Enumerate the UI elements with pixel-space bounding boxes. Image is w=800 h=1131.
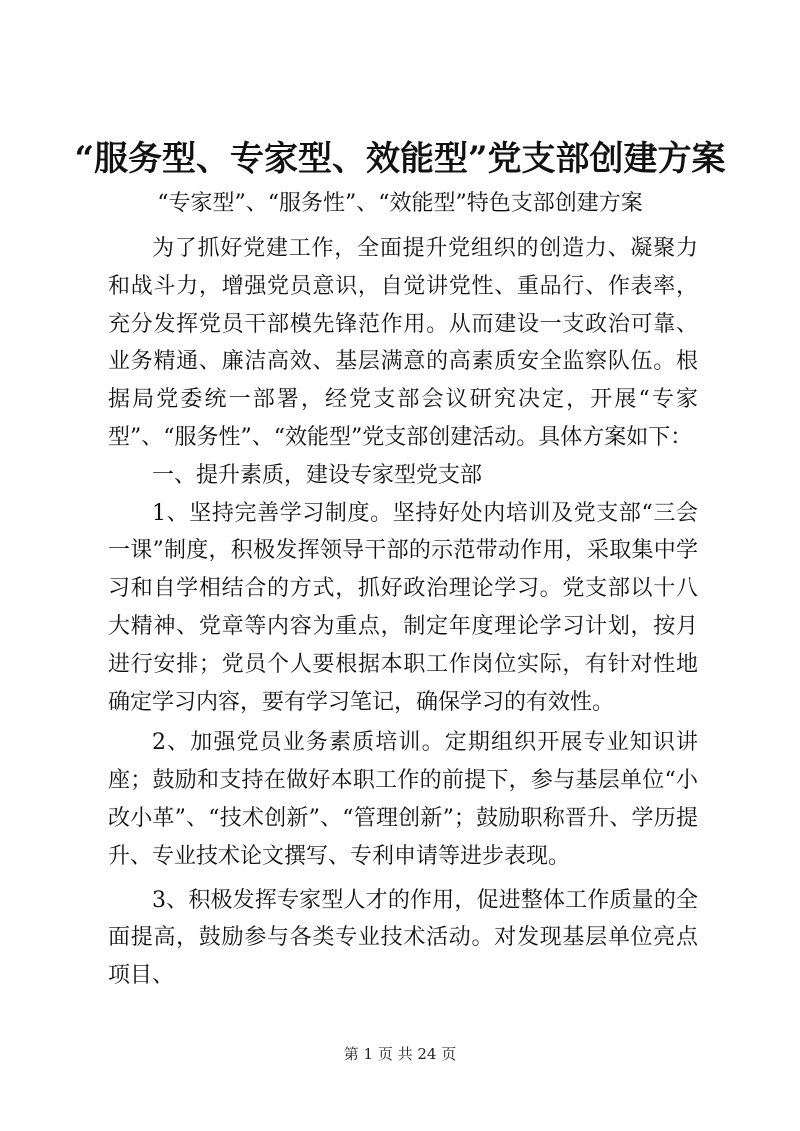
- document-body: [108, 230, 698, 995]
- document-subtitle: “专家型”、“服务性”、“效能型”特色支部创建方案: [157, 191, 643, 216]
- paragraph-item-1: 1、坚持完善学习制度。坚持好处内培训及党支部“三会一课”制度，积极发挥领导干部的示范带动作用，采取集中学习和自学相结合的方式，抓好政治理论学习。党支部以十八大精神、党章等内容为重点，制定年度理论学习计划，按月进行安排；党员个人要根据本职工作岗位实际，有针对性地确定学习内容，要有学习笔记，确保学习的有效性。: [108, 500, 698, 715]
- paragraph-item-3: 3、积极发挥专家型人才的作用，促进整体工作质量的全面提高，鼓励参与各类专业技术活动。对发现基层单位亮点项目、: [108, 887, 698, 989]
- section-heading-1: 一、提升素质，建设专家型党支部: [152, 462, 483, 488]
- document-title: “服务型、专家型、效能型”党支部创建方案: [74, 139, 726, 179]
- paragraph-item-2: 2、加强党员业务素质培训。定期组织开展专业知识讲座；鼓励和支持在做好本职工作的前提下，参与基层单位“小改小革”、“技术创新”、“管理创新”；鼓励职称晋升、学历提升、专业技术论文撰写、专利申请等进步表现。: [108, 730, 698, 869]
- page-number-footer: 第 1 页 共 24 页: [343, 1045, 457, 1063]
- paragraph-intro: 为了抓好党建工作，全面提升党组织的创造力、凝聚力和战斗力，增强党员意识，自觉讲党性、重品行、作表率，充分发挥党员干部模先锋范作用。从而建设一支政治可靠、业务精通、廉洁高效、基层满意的高素质安全监察队伍。根据局党委统一部署，经党支部会议研究决定，开展“专家型”、“服务性”、“效能型”党支部创建活动。具体方案如下：: [108, 236, 698, 450]
